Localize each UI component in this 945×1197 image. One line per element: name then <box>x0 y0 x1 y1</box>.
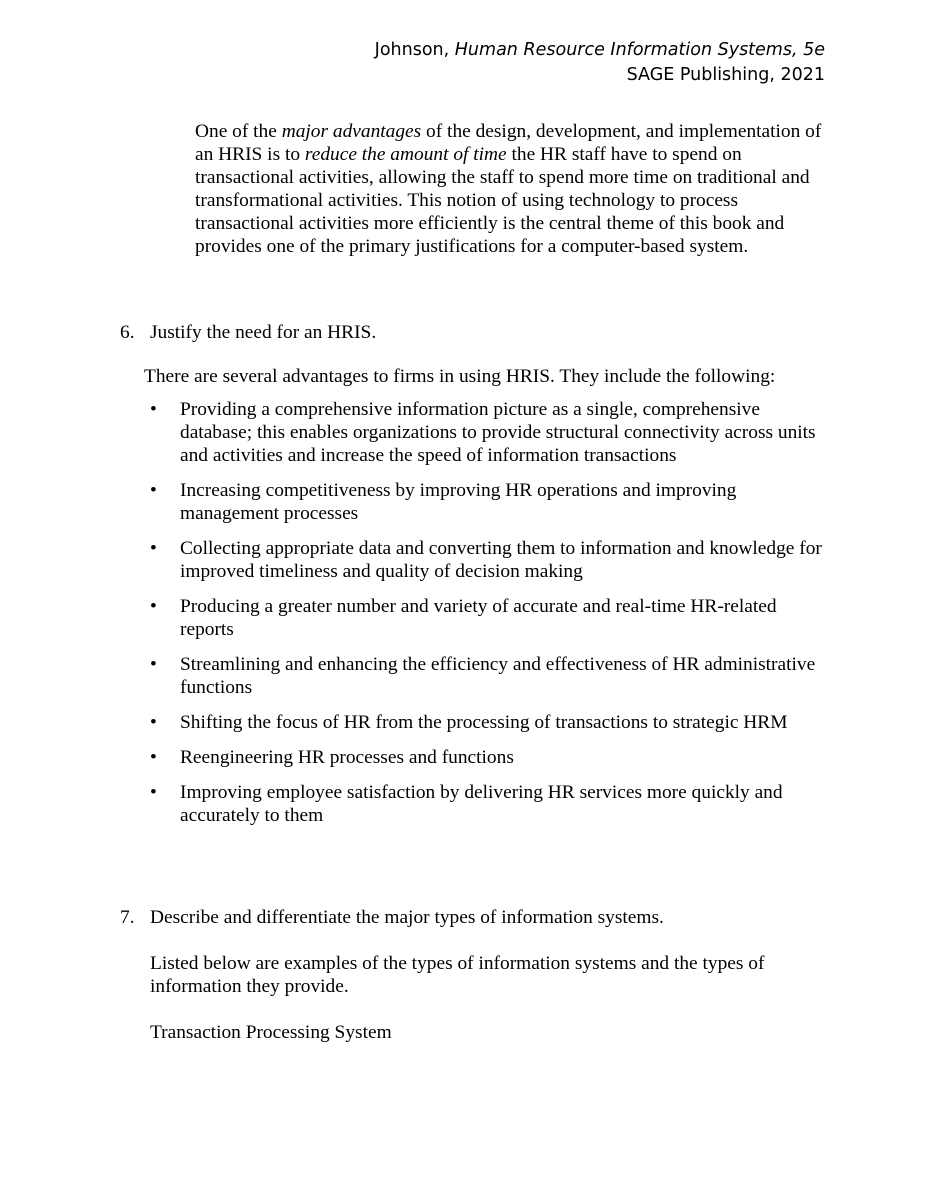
question-6-lead: There are several advantages to firms in using HRIS. They include the following: <box>144 366 776 387</box>
intro-text-2: of the design, development, and implementation of an HRIS is to <box>195 121 822 165</box>
list-item <box>150 537 830 583</box>
list-item <box>150 746 830 769</box>
question-7-answer: Listed below are examples of the types of information systems and the types of information they provide. <box>150 953 765 997</box>
bullet-icon: • <box>150 654 157 675</box>
bullet-icon: • <box>150 480 157 501</box>
intro-emphasis-2: reduce the amount of time <box>304 144 507 165</box>
bullet-icon: • <box>150 596 157 617</box>
list-item <box>150 479 830 525</box>
list-item-text: Collecting appropriate data and converting them to information and knowledge for improved timeliness and quality of decision making <box>180 538 822 582</box>
list-item <box>150 711 830 734</box>
bullet-icon: • <box>150 399 157 420</box>
list-item-text: Streamlining and enhancing the efficiency and effectiveness of HR administrative functions <box>180 654 816 698</box>
intro-text-1: One of the <box>195 121 282 142</box>
bullet-icon: • <box>150 747 157 768</box>
list-item-text: Shifting the focus of HR from the processing of transactions to strategic HRM <box>180 712 788 733</box>
question-7-number: 7. <box>120 907 135 928</box>
list-item-text: Providing a comprehensive information picture as a single, comprehensive database; this enables organizations to provide structural connectivity across units and activities and increase the speed of information transactions <box>180 399 816 466</box>
bullet-icon: • <box>150 712 157 733</box>
header-book-title: Human Resource Information Systems, 5e <box>454 40 825 60</box>
list-item <box>150 595 830 641</box>
intro-text-3: the HR staff have to spend on transactional activities, allowing the staff to spend more time on traditional and transformational activities. This notion of using technology to process transactional activities more efficiently is the central theme of this book and provides one of the primary justifications for a computer-based system. <box>195 144 810 257</box>
list-item <box>150 653 830 699</box>
header-author: Johnson, <box>374 40 455 60</box>
intro-emphasis-1: major advantages <box>281 121 422 142</box>
list-item <box>150 781 830 827</box>
list-item-text: Improving employee satisfaction by delivering HR services more quickly and accurately to them <box>180 782 783 826</box>
subheading-transaction-processing: Transaction Processing System <box>150 1022 392 1043</box>
list-item-text: Reengineering HR processes and functions <box>180 747 514 768</box>
list-item <box>150 398 830 467</box>
header-publisher: SAGE Publishing, 2021 <box>626 65 825 85</box>
question-6-number: 6. <box>120 322 135 343</box>
question-6-text: Justify the need for an HRIS. <box>150 322 377 343</box>
header-citation <box>375 38 825 63</box>
bullet-icon: • <box>150 538 157 559</box>
bullet-icon: • <box>150 782 157 803</box>
intro-paragraph <box>195 120 835 258</box>
list-item-text: Producing a greater number and variety of accurate and real-time HR-related reports <box>180 596 777 640</box>
question-7-text: Describe and differentiate the major types of information systems. <box>150 907 664 928</box>
list-item-text: Increasing competitiveness by improving HR operations and improving management processes <box>180 480 737 524</box>
page-header <box>375 38 825 88</box>
advantages-list <box>150 398 830 839</box>
